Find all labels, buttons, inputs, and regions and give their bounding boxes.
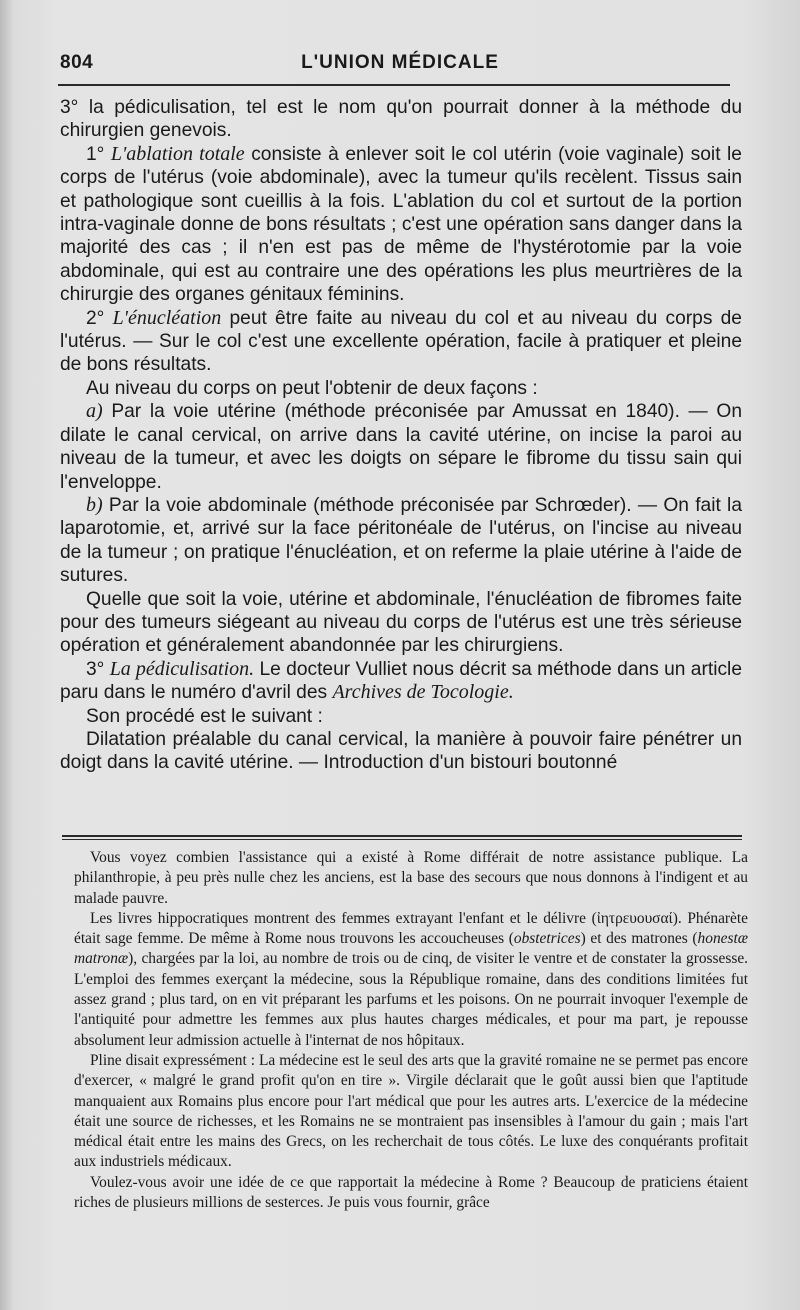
note-text: ), chargées par la loi, au nombre de trois ou de cinq, de visiter le ventre et de constater la grossesse. L'emploi des femmes exerçant la médecine, sous la République romaine, dans des conditions limitées fut assez grand ; plus tard, on en vit préparant les parfums et les poisons. On ne pourrait invoquer l'exemple de l'antiquité pour admettre les femmes aux plus hautes charges médicales, et pour ma part, je repousse absolument leur admission actuelle à l'internat de nos hôpitaux. (74, 950, 748, 1049)
paragraph-text: Le docteur Vulliet nous décrit sa méthode dans un article paru dans le numéro d'avril des (60, 658, 742, 704)
section-divider (62, 835, 742, 840)
paragraph-text: Par la voie utérine (méthode préconisée par Amussat en 1840). — On dilate le canal cervical, on arrive dans la cavité utérine, on incise la paroi au niveau de la tumeur, et avec les doigts on sépare le fibrome du tissu sain qui l'enveloppe. (60, 401, 742, 493)
term-enucleation: L'énucléation (112, 306, 222, 329)
paragraph-text: peut être faite au niveau du col et au niveau du corps de l'utérus. — Sur le col c'est une excellente opération, facile à pratiquer et pleine de bons résultats. (60, 307, 742, 376)
paragraph-dilatation: Dilatation préalable du canal cervical, la manière à pouvoir faire pénétrer un doigt dans la cavité utérine. — Introduction d'un bistouri boutonné (60, 728, 742, 774)
list-number: 1° (86, 143, 111, 165)
paragraph-voie-uterine (60, 400, 742, 494)
note-paragraph-2 (74, 909, 748, 1051)
item-label-a: a) (86, 400, 103, 423)
paragraph-enucleation (60, 307, 742, 377)
feuilleton-text (74, 848, 748, 1213)
paragraph-procede: Son procédé est le suivant : (86, 705, 323, 727)
list-number: 2° (86, 307, 113, 329)
term-pediculisation: La pédiculisation. (109, 657, 255, 680)
paragraph-text: Par la voie abdominale (méthode préconisée par Schrœder). — On fait la laparotomie, et, arrivé sur la face péritonéale de l'utérus, on l'incise au niveau de la tumeur ; on pratique l'énucléation, et on referme la plaie utérine à l'aide de sutures. (60, 494, 742, 587)
paragraph-corps: Au niveau du corps on peut l'obtenir de deux façons : (86, 377, 538, 399)
note-text: ). Phénarète était sage femme. De même à Rome nous trouvons les accoucheuses ( (74, 909, 748, 948)
main-text (60, 96, 742, 775)
greek-term: ἰητρευουσαί (596, 909, 673, 927)
latin-term-obstetrices: obstetrices (513, 930, 581, 948)
term-ablation: L'ablation totale (110, 142, 245, 165)
latin-term-matronae: honestæ matronæ (74, 930, 748, 968)
note-paragraph-1: Vous voyez combien l'assistance qui a existé à Rome différait de notre assistance publique. La philanthropie, à peu près nulle chez les anciens, est la base des secours que nous donnons à l'indigent et au malade pauvre. (74, 849, 748, 907)
paragraph-pediculisation (60, 658, 742, 705)
note-text: ) et des matrones ( (580, 930, 698, 948)
journal-reference: Archives de Tocologie. (332, 681, 514, 704)
note-text: Les livres hippocratiques montrent des femmes extrayant l'enfant et le délivre ( (90, 909, 597, 927)
note-paragraph-3: Pline disait expressément : La médecine est le seul des arts que la gravité romaine ne se permet pas encore d'exercer, « malgré le grand profit qu'on en tire ». Virgile déclarait que le goût aussi bien que l'aptitude manquaient aux Romains plus encore pour l'art médical que pour les autres arts. L'exercice de la médecine était une source de richesses, et les Romains ne se montraient pas insensibles à l'amour du gain ; mais l'art médical était entre les mains des Grecs, on les recherchait de tous côtés. Le luxe des conquérants profitait aux industriels médicaux. (74, 1051, 748, 1171)
paragraph-intro: 3° la pédiculisation, tel est le nom qu'on pourrait donner à la méthode du chirurgien genevois. (60, 97, 742, 142)
paragraph-text: consiste à enlever soit le col utérin (voie vaginale) soit le corps de l'utérus (voie abdominale), avec la tumeur qu'ils recèlent. Tissus sain et pathologique sont cueillis à la fois. L'ablation du col et surtout de la portion intra-vaginale donne de bons résultats ; c'est une opération sans danger dans la majorité des cas ; il n'en est pas de même de l'hystérotomie par la voie abdominale, qui est au contraire une des opérations les plus meurtrières de la chirurgie des organes génitaux féminins. (60, 143, 742, 306)
paragraph-ablation (60, 143, 742, 307)
header-rule (58, 84, 730, 86)
paragraph-voie-abdominale (60, 494, 742, 588)
paragraph-conclusion: Quelle que soit la voie, utérine et abdominale, l'énucléation de fibromes faite pour des tumeurs siégeant au niveau du corps de l'utérus est une très sérieuse opération et généralement abandonnée par les chirurgiens. (60, 588, 742, 657)
page-number: 804 (60, 52, 94, 73)
list-number: 3° (86, 658, 110, 680)
running-header (60, 52, 740, 78)
journal-title: L'UNION MÉDICALE (301, 52, 499, 73)
item-label-b: b) (86, 493, 103, 516)
note-paragraph-4: Voulez-vous avoir une idée de ce que rapportait la médecine à Rome ? Beaucoup de praticiens étaient riches de plusieurs millions de sesterces. Je puis vous fournir, grâce (74, 1173, 748, 1212)
